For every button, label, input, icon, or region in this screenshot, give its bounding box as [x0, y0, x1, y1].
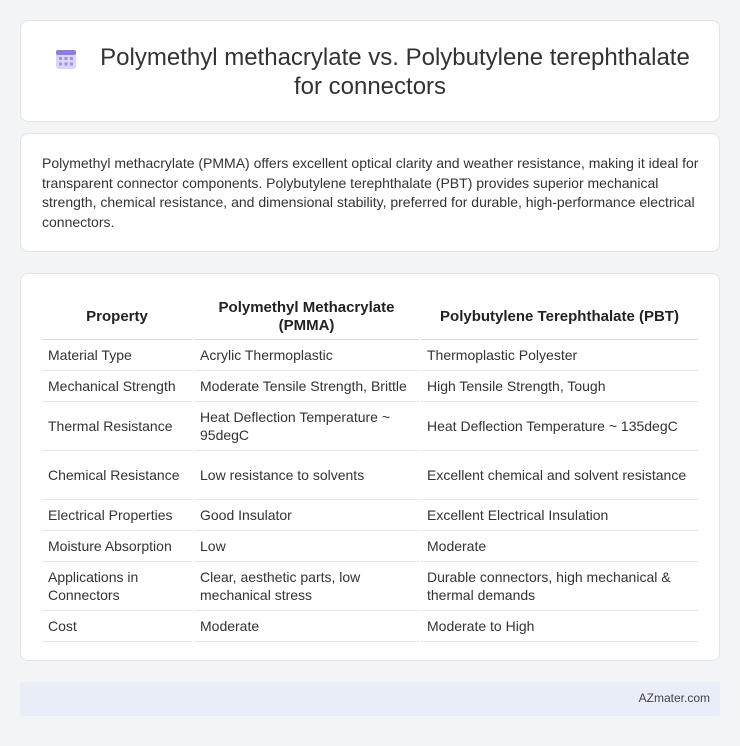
table-row — [42, 340, 698, 371]
header-property: Property — [42, 295, 193, 340]
pmma-cell: Heat Deflection Temperature ~ 95degC — [193, 402, 420, 451]
footer-bar — [20, 682, 720, 716]
pbt-cell: Moderate to High — [420, 611, 698, 642]
page-title — [21, 43, 719, 101]
pmma-cell: Moderate — [193, 611, 420, 642]
pmma-cell: Low resistance to solvents — [193, 451, 420, 500]
table-row — [42, 500, 698, 531]
comparison-table — [42, 295, 698, 642]
table-row — [42, 531, 698, 562]
property-cell: Cost — [42, 611, 193, 642]
property-cell: Thermal Resistance — [42, 402, 193, 451]
pmma-cell: Clear, aesthetic parts, low mechanical stress — [193, 562, 420, 611]
pmma-cell: Low — [193, 531, 420, 562]
pbt-cell: Excellent Electrical Insulation — [420, 500, 698, 531]
pbt-cell: Heat Deflection Temperature ~ 135degC — [420, 402, 698, 451]
table-header-row — [42, 295, 698, 340]
pmma-cell: Acrylic Thermoplastic — [193, 340, 420, 371]
comparison-card — [20, 273, 720, 661]
table-row — [42, 451, 698, 500]
pbt-cell: Excellent chemical and solvent resistance — [420, 451, 698, 500]
pmma-cell: Good Insulator — [193, 500, 420, 531]
intro-card — [20, 133, 720, 252]
property-cell: Moisture Absorption — [42, 531, 193, 562]
page-title-line-1: Polymethyl methacrylate vs. Polybutylene terephthalate — [100, 44, 690, 71]
pmma-cell: Moderate Tensile Strength, Brittle — [193, 371, 420, 402]
property-cell: Mechanical Strength — [42, 371, 193, 402]
property-cell: Applications in Connectors — [42, 562, 193, 611]
table-row — [42, 371, 698, 402]
pbt-cell: Moderate — [420, 531, 698, 562]
property-cell: Material Type — [42, 340, 193, 371]
property-cell: Chemical Resistance — [42, 451, 193, 500]
table-row — [42, 402, 698, 451]
header-pmma: Polymethyl Methacrylate (PMMA) — [193, 295, 420, 340]
page-title-line-2: for connectors — [293, 73, 447, 100]
pbt-cell: Durable connectors, high mechanical & thermal demands — [420, 562, 698, 611]
pbt-cell: Thermoplastic Polyester — [420, 340, 698, 371]
footer-site-link[interactable]: AZmater.com — [638, 691, 710, 705]
header-pbt: Polybutylene Terephthalate (PBT) — [420, 295, 698, 340]
property-cell: Electrical Properties — [42, 500, 193, 531]
table-row — [42, 611, 698, 642]
pbt-cell: High Tensile Strength, Tough — [420, 371, 698, 402]
intro-paragraph: Polymethyl methacrylate (PMMA) offers excellent optical clarity and weather resistance, making it ideal for transparent connector components. Polybutylene terephthalate (PBT) provides superior mechanical strength, chemical resistance, and dimensional stability, preferred for durable, high-performance electrical connectors. — [42, 155, 699, 230]
title-card — [20, 20, 720, 122]
table-row — [42, 562, 698, 611]
